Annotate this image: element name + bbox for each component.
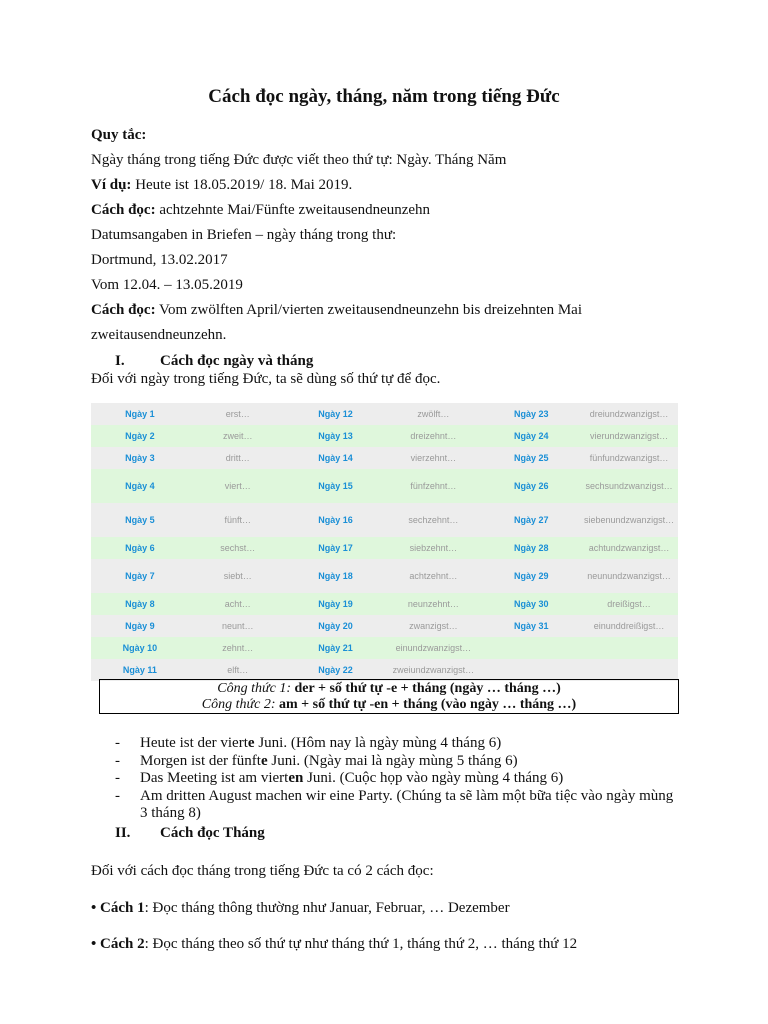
ordinal-cell: sechsundzwanzigst… — [585, 480, 673, 491]
day-label-cell: Ngày 30 — [513, 598, 549, 609]
day-label-cell: Ngày 1 — [125, 408, 155, 419]
table-row — [91, 469, 678, 503]
day-label-cell: Ngày 21 — [318, 642, 353, 653]
reading1-line — [91, 202, 430, 219]
formula-1-label: Công thức 1: — [217, 681, 291, 696]
day-label-cell: Ngày 22 — [318, 664, 353, 675]
ordinal-cell: sechzehnt… — [408, 514, 459, 525]
day-label-cell: Ngày 2 — [125, 430, 155, 441]
day-label-cell: Ngày 31 — [513, 620, 549, 631]
list-item: - Das Meeting ist am vierten Juni. (Cuộc họp vào ngày mùng 4 tháng 6) — [115, 770, 564, 786]
ordinal-cell: acht… — [224, 598, 251, 609]
day-label-cell — [482, 637, 580, 659]
table-row — [91, 425, 678, 447]
ordinal-cell: achtundzwanzigst… — [588, 542, 670, 553]
ordinal-cell — [580, 637, 678, 659]
reading2-continuation: zweitausendneunzehn. — [91, 327, 227, 343]
section2-title: Cách đọc Tháng — [160, 825, 265, 841]
reading1-label: Cách đọc: — [91, 202, 156, 218]
letter-example-2: Vom 12.04. – 13.05.2019 — [91, 277, 243, 293]
table-row — [91, 659, 678, 681]
reading1-text: achtzehnte Mai/Fünfte zweitausendneunzehn — [155, 202, 431, 218]
table-row — [91, 559, 678, 593]
ordinal-cell: siebzehnt… — [409, 542, 458, 553]
formula-2 — [100, 697, 678, 713]
day-label-cell: Ngày 10 — [122, 642, 158, 653]
formula-2-label: Công thức 2: — [201, 697, 276, 712]
method1-text: : Đọc tháng thông thường như Januar, Februar, … Dezember — [144, 900, 510, 916]
ordinal-cell: vierzehnt… — [410, 452, 457, 463]
table-row — [91, 615, 678, 637]
ordinal-cell: zehnt… — [222, 642, 254, 653]
ordinal-cell: fünft… — [224, 514, 251, 525]
ordinal-cell: einundzwanzigst… — [395, 642, 472, 653]
method2-line — [91, 936, 577, 953]
day-label-cell: Ngày 17 — [318, 542, 353, 553]
day-label-cell: Ngày 24 — [513, 430, 549, 441]
formula-1-text: der + số thứ tự -e + tháng (ngày … tháng …) — [291, 681, 561, 696]
example-label: Ví dụ: — [91, 177, 132, 193]
day-label-cell: Ngày 26 — [513, 480, 549, 491]
section2-number: II. — [115, 825, 131, 841]
page-title: Cách đọc ngày, tháng, năm trong tiếng Đức — [208, 86, 560, 107]
ordinal-cell: dritt… — [225, 452, 250, 463]
day-label-cell: Ngày 16 — [318, 514, 353, 525]
list-item: - Heute ist der vierte Juni. (Hôm nay là ngày mùng 4 tháng 6) — [115, 735, 502, 751]
example-list — [115, 735, 675, 823]
ordinal-cell: elft… — [227, 664, 249, 675]
ordinal-cell: zwölft… — [417, 408, 450, 419]
ordinal-cell: siebenundzwanzigst… — [584, 514, 675, 525]
day-label-cell: Ngày 23 — [513, 408, 549, 419]
ordinal-day-table — [91, 403, 678, 681]
ordinal-cell: neunt… — [221, 620, 254, 631]
section1-number: I. — [115, 353, 125, 369]
formula-1 — [100, 681, 678, 697]
section1-title: Cách đọc ngày và tháng — [160, 353, 314, 369]
day-label-cell: Ngày 3 — [125, 452, 155, 463]
day-label-cell: Ngày 20 — [318, 620, 353, 631]
ordinal-cell: erst… — [225, 408, 250, 419]
day-label-cell: Ngày 27 — [513, 514, 549, 525]
table-row — [91, 637, 678, 659]
table-row — [91, 447, 678, 469]
section2-intro: Đối với cách đọc tháng trong tiếng Đức ta có 2 cách đọc: — [91, 863, 434, 879]
formula-box — [99, 679, 679, 714]
day-label-cell: Ngày 13 — [318, 430, 353, 441]
method1-line — [91, 900, 510, 917]
rule-text: Ngày tháng trong tiếng Đức được viết theo thứ tự: Ngày. Tháng Năm — [91, 152, 507, 168]
day-label-cell: Ngày 18 — [318, 570, 353, 581]
ordinal-cell: viert… — [224, 480, 251, 491]
example-line — [91, 177, 352, 194]
day-label-cell: Ngày 9 — [125, 620, 155, 631]
ordinal-cell: einunddreißigst… — [593, 620, 665, 631]
day-label-cell: Ngày 28 — [513, 542, 549, 553]
table-row — [91, 503, 678, 537]
ordinal-cell — [580, 659, 678, 681]
rule-heading: Quy tắc: — [91, 127, 147, 143]
day-label-cell: Ngày 6 — [125, 542, 155, 553]
letter-example-1: Dortmund, 13.02.2017 — [91, 252, 228, 268]
day-label-cell: Ngày 7 — [125, 570, 155, 581]
method2-label: • Cách 2 — [91, 936, 145, 952]
day-label-cell: Ngày 5 — [125, 514, 155, 525]
table-row — [91, 593, 678, 615]
ordinal-cell: fünfundzwanzigst… — [589, 452, 669, 463]
ordinal-cell: neunzehnt… — [407, 598, 459, 609]
ordinal-cell: fünfzehnt… — [410, 480, 457, 491]
ordinal-cell: sechst… — [220, 542, 256, 553]
reading2-text: Vom zwölften April/vierten zweitausendneunzehn bis dreizehnten Mai — [155, 302, 582, 318]
day-label-cell: Ngày 4 — [125, 480, 155, 491]
list-item: - Morgen ist der fünfte Juni. (Ngày mai là ngày mùng 5 tháng 6) — [115, 752, 518, 769]
method2-text: : Đọc tháng theo số thứ tự như tháng thứ 1, tháng thứ 2, … tháng thứ 12 — [144, 936, 578, 952]
day-label-cell: Ngày 29 — [513, 570, 549, 581]
letter-line: Datumsangaben in Briefen – ngày tháng trong thư: — [91, 227, 397, 243]
day-label-cell: Ngày 14 — [318, 452, 353, 463]
table-row — [91, 403, 678, 425]
ordinal-cell: zwanzigst… — [409, 620, 458, 631]
day-label-cell: Ngày 11 — [122, 664, 157, 675]
day-label-cell: Ngày 25 — [513, 452, 549, 463]
section1-intro: Đối với ngày trong tiếng Đức, ta sẽ dùng số thứ tự để đọc. — [91, 371, 441, 387]
list-item: - Am dritten August machen wir eine Party. (Chúng ta sẽ làm một bữa tiệc vào ngày mùng 3 tháng 8) — [115, 787, 674, 821]
day-label-cell: Ngày 19 — [318, 598, 353, 609]
method1-label: • Cách 1 — [91, 900, 145, 916]
reading2-line — [91, 302, 582, 319]
ordinal-cell: dreizehnt… — [410, 430, 457, 441]
ordinal-cell: siebt… — [223, 570, 252, 581]
ordinal-cell: zweiundzwanzigst… — [392, 664, 475, 675]
day-label-cell — [482, 659, 580, 681]
day-label-cell: Ngày 15 — [318, 480, 353, 491]
example-text: Heute ist 18.05.2019/ 18. Mai 2019. — [131, 177, 353, 193]
ordinal-cell: zweit… — [222, 430, 253, 441]
table-row — [91, 537, 678, 559]
ordinal-cell: dreißigst… — [607, 598, 651, 609]
reading2-label: Cách đọc: — [91, 302, 156, 318]
ordinal-cell: achtzehnt… — [409, 570, 458, 581]
ordinal-cell: dreiundzwanzigst… — [589, 408, 669, 419]
day-label-cell: Ngày 12 — [318, 408, 353, 419]
ordinal-cell: neunundzwanzigst… — [587, 570, 671, 581]
formula-2-text: am + số thứ tự -en + tháng (vào ngày … tháng …) — [275, 697, 577, 712]
day-label-cell: Ngày 8 — [125, 598, 155, 609]
ordinal-cell: vierundzwanzigst… — [590, 430, 669, 441]
